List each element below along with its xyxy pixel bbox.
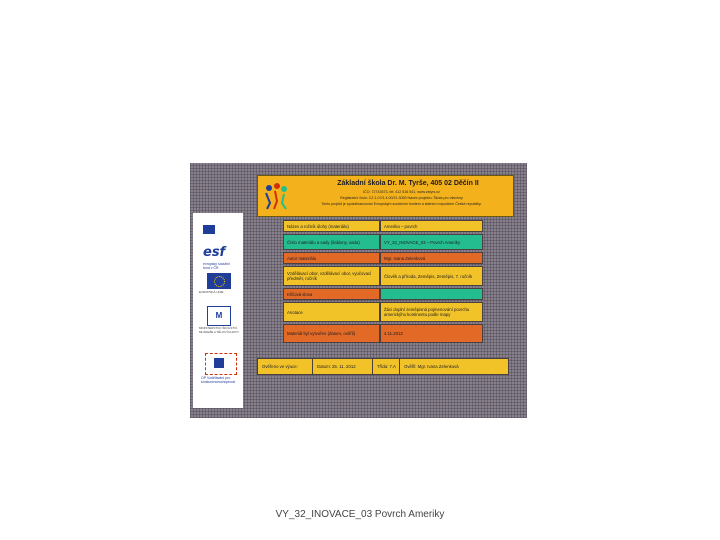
row-value: Mgr. Ivana Zelenková <box>380 252 483 264</box>
slide-image <box>190 163 527 418</box>
school-title: Základní škola Dr. M. Tyrše, 405 02 Děčín II <box>337 180 479 187</box>
registration-number: Registrační číslo: CZ.1.07/1.4.00/21.3059 Název projektu: Škola pro všechny <box>340 196 463 200</box>
verified-label: Ověřeno ve výuce: <box>258 359 313 374</box>
verified-date: Datum: 25. 11. 2012 <box>313 359 373 374</box>
msmt-label: MINISTERSTVO ŠKOLSTVÍ, MLÁDEŽE A TĚLOVÝCHOVY <box>199 326 239 334</box>
school-logo-icon <box>262 181 290 211</box>
table-row <box>283 324 483 343</box>
row-value: Amerika – povrch <box>380 220 483 232</box>
row-label: Klíčová slova <box>283 288 380 300</box>
verified-teacher: Ověřil: Mgr. Ivana Zelenková <box>404 364 459 369</box>
verified-class: Třída: 7.A <box>373 359 400 374</box>
row-value: VY_32_INOVACE_03 – Povrch Ameriky <box>380 234 483 250</box>
msmt-logo-icon: M <box>207 306 231 326</box>
row-value: 4.11.2012 <box>380 324 483 343</box>
school-header <box>257 175 514 217</box>
table-row <box>283 266 483 286</box>
row-label: Materiál byl vytvořen (datum, ověřil) <box>283 324 380 343</box>
esf-logo-text: esf <box>203 245 226 260</box>
material-info-table <box>283 220 483 343</box>
table-row <box>283 220 483 232</box>
school-contact: IČO: 72743573, tel: 412 516 541, www.zstyrs.cz <box>363 190 440 194</box>
funding-note: Tento projekt je spolufinancován Evropským sociálním fondem a státním rozpočtem České republiky. <box>321 202 482 206</box>
row-value: Žáci doplní zeměpisná pojmenování povrchu americkýho kontinentu podle mapy <box>380 302 483 322</box>
esf-subtitle: evropský sociální fond v ČR <box>203 262 230 270</box>
table-row <box>283 288 483 300</box>
table-row <box>283 252 483 264</box>
esf-logo <box>203 225 237 270</box>
verification-bar <box>257 358 509 375</box>
opvk-label: OP Vzdělávání pro konkurenceschopnost <box>201 376 236 384</box>
logo-strip <box>193 213 243 408</box>
slide-caption: VY_32_INOVACE_03 Povrch Ameriky <box>275 509 445 520</box>
row-label: Autor materiálu <box>283 252 380 264</box>
opvk-logo-icon <box>205 353 237 375</box>
row-label: Název a ročník úlohy (materiálu) <box>283 220 380 232</box>
row-value <box>380 288 483 300</box>
eu-flag-icon <box>207 273 231 289</box>
row-label: Číslo materiálu a sady (šablony, sada) <box>283 234 380 250</box>
table-row <box>283 302 483 322</box>
table-row <box>283 234 483 250</box>
eu-label: EVROPSKÁ UNIE <box>199 290 224 294</box>
row-label: Anotace <box>283 302 380 322</box>
row-label: Vzdělávací obor, vzdělávací obor, vyučovací předmět, ročník <box>283 266 380 286</box>
row-value: Člověk a příroda, Zeměpis, Zeměpis, 7. ročník <box>380 266 483 286</box>
eu-flag-icon <box>203 225 215 234</box>
